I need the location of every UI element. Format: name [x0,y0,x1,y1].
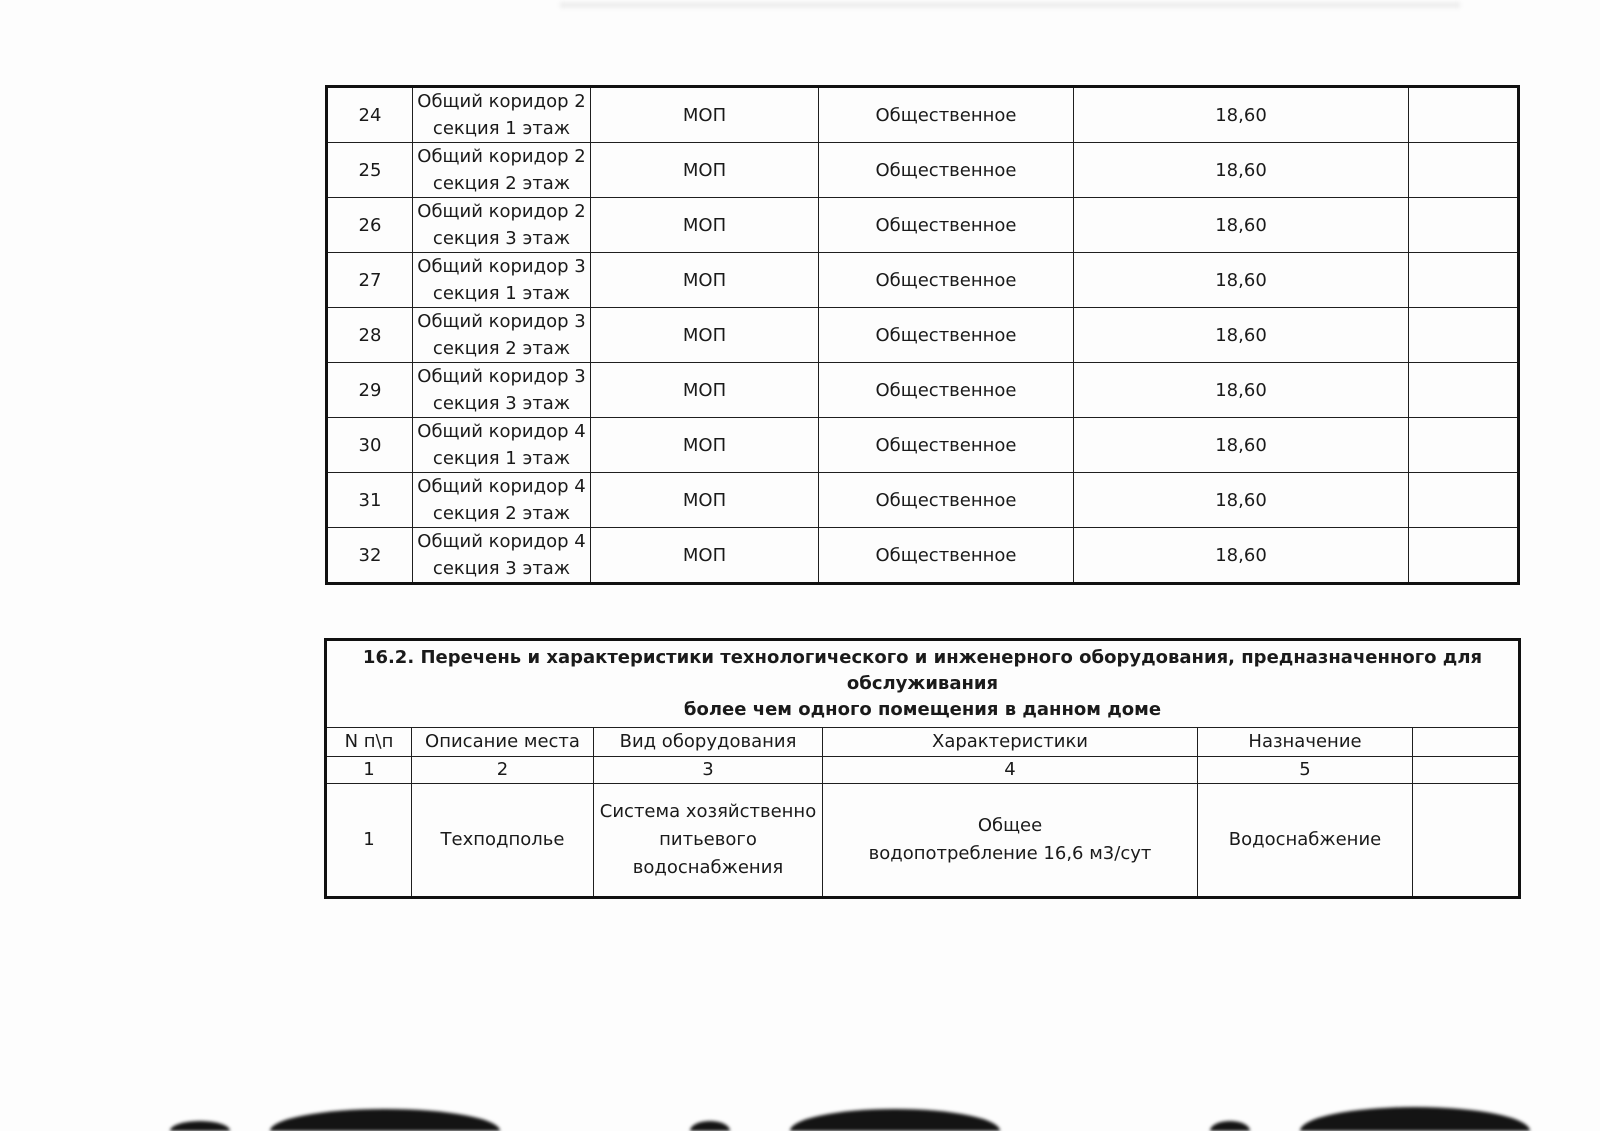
room-extra [1409,253,1519,308]
smudge-6 [1300,1107,1530,1131]
room-number: 27 [327,253,413,308]
room-name [413,253,591,308]
room-type: МОП [591,253,819,308]
room-type: МОП [591,473,819,528]
header-n: N п\п [326,728,412,757]
equipment-kind [594,784,823,898]
room-number: 25 [327,143,413,198]
equipment-specs-line2: водопотребление 16,6 м3/сут [868,843,1152,864]
room-name [413,198,591,253]
room-extra [1409,198,1519,253]
room-name-line1: Общий коридор 2 [417,91,586,112]
room-purpose: Общественное [819,198,1074,253]
room-name-line1: Общий коридор 4 [417,476,586,497]
equipment-place: Техподполье [412,784,594,898]
room-extra [1409,473,1519,528]
room-name-line1: Общий коридор 4 [417,531,586,552]
room-extra [1409,418,1519,473]
equipment-purpose: Водоснабжение [1198,784,1413,898]
room-row [327,528,1519,584]
room-extra [1409,363,1519,418]
col-number-3: 3 [594,757,823,784]
room-type: МОП [591,87,819,143]
room-area: 18,60 [1074,528,1409,584]
room-name-line2: секция 2 этаж [432,503,571,524]
room-name-line1: Общий коридор 3 [417,366,586,387]
equipment-table [324,638,1521,899]
room-extra [1409,143,1519,198]
equipment-n: 1 [326,784,412,898]
room-number: 30 [327,418,413,473]
room-area: 18,60 [1074,473,1409,528]
smudge-3 [690,1121,730,1131]
room-number: 26 [327,198,413,253]
room-area: 18,60 [1074,418,1409,473]
room-purpose: Общественное [819,87,1074,143]
col-number-5: 5 [1198,757,1413,784]
equipment-table-number-row [326,757,1520,784]
common-rooms-table [325,85,1520,585]
room-row [327,253,1519,308]
equipment-specs [823,784,1198,898]
equipment-kind-line2: питьевого [659,829,757,850]
room-purpose: Общественное [819,528,1074,584]
room-number: 24 [327,87,413,143]
equipment-table-header-row [326,728,1520,757]
equipment-kind-line3: водоснабжения [632,857,784,878]
room-name [413,87,591,143]
room-area: 18,60 [1074,87,1409,143]
room-name [413,308,591,363]
room-name-line2: секция 3 этаж [432,228,571,249]
header-specs: Характеристики [823,728,1198,757]
room-name [413,418,591,473]
room-type: МОП [591,528,819,584]
room-purpose: Общественное [819,143,1074,198]
room-name-line2: секция 1 этаж [432,118,571,139]
col-number-extra [1413,757,1520,784]
room-name [413,473,591,528]
room-type: МОП [591,143,819,198]
room-name-line2: секция 2 этаж [432,338,571,359]
col-number-4: 4 [823,757,1198,784]
smudge-1 [170,1121,230,1131]
room-name [413,363,591,418]
equipment-specs-line1: Общее [977,815,1043,836]
header-purpose: Назначение [1198,728,1413,757]
col-number-2: 2 [412,757,594,784]
equipment-extra [1413,784,1520,898]
room-purpose: Общественное [819,253,1074,308]
room-type: МОП [591,418,819,473]
room-name-line1: Общий коридор 2 [417,201,586,222]
room-type: МОП [591,198,819,253]
room-row [327,473,1519,528]
equipment-table-title-line1: 16.2. Перечень и характеристики технологического и инженерного оборудования, предназначенного для обслуживания [362,647,1483,694]
equipment-row [326,784,1520,898]
scan-smudges [0,1100,1600,1131]
room-name-line2: секция 3 этаж [432,558,571,579]
room-row [327,143,1519,198]
room-purpose: Общественное [819,418,1074,473]
room-row [327,363,1519,418]
room-row [327,418,1519,473]
room-row [327,198,1519,253]
smudge-5 [1210,1121,1250,1131]
room-extra [1409,308,1519,363]
header-extra [1413,728,1520,757]
room-name-line2: секция 3 этаж [432,393,571,414]
room-area: 18,60 [1074,198,1409,253]
room-name-line1: Общий коридор 3 [417,256,586,277]
room-area: 18,60 [1074,308,1409,363]
room-row [327,308,1519,363]
room-name-line1: Общий коридор 4 [417,421,586,442]
room-name-line1: Общий коридор 2 [417,146,586,167]
room-name-line2: секция 2 этаж [432,173,571,194]
room-name [413,143,591,198]
equipment-table-title-line2: более чем одного помещения в данном доме [683,699,1162,720]
equipment-kind-line1: Система хозяйственно [599,801,817,822]
scan-artifact-top [560,2,1460,8]
room-number: 31 [327,473,413,528]
room-area: 18,60 [1074,363,1409,418]
room-name [413,528,591,584]
col-number-1: 1 [326,757,412,784]
room-name-line1: Общий коридор 3 [417,311,586,332]
room-purpose: Общественное [819,473,1074,528]
equipment-table-title [326,640,1520,728]
room-row [327,87,1519,143]
room-type: МОП [591,363,819,418]
header-place: Описание места [412,728,594,757]
equipment-table-title-row [326,640,1520,728]
smudge-4 [790,1109,1000,1131]
room-extra [1409,87,1519,143]
room-name-line2: секция 1 этаж [432,448,571,469]
room-extra [1409,528,1519,584]
common-rooms-table-body [327,87,1519,584]
room-number: 28 [327,308,413,363]
room-type: МОП [591,308,819,363]
room-name-line2: секция 1 этаж [432,283,571,304]
room-purpose: Общественное [819,363,1074,418]
smudge-2 [270,1109,500,1131]
room-number: 29 [327,363,413,418]
room-purpose: Общественное [819,308,1074,363]
room-area: 18,60 [1074,253,1409,308]
header-kind: Вид оборудования [594,728,823,757]
room-number: 32 [327,528,413,584]
room-area: 18,60 [1074,143,1409,198]
